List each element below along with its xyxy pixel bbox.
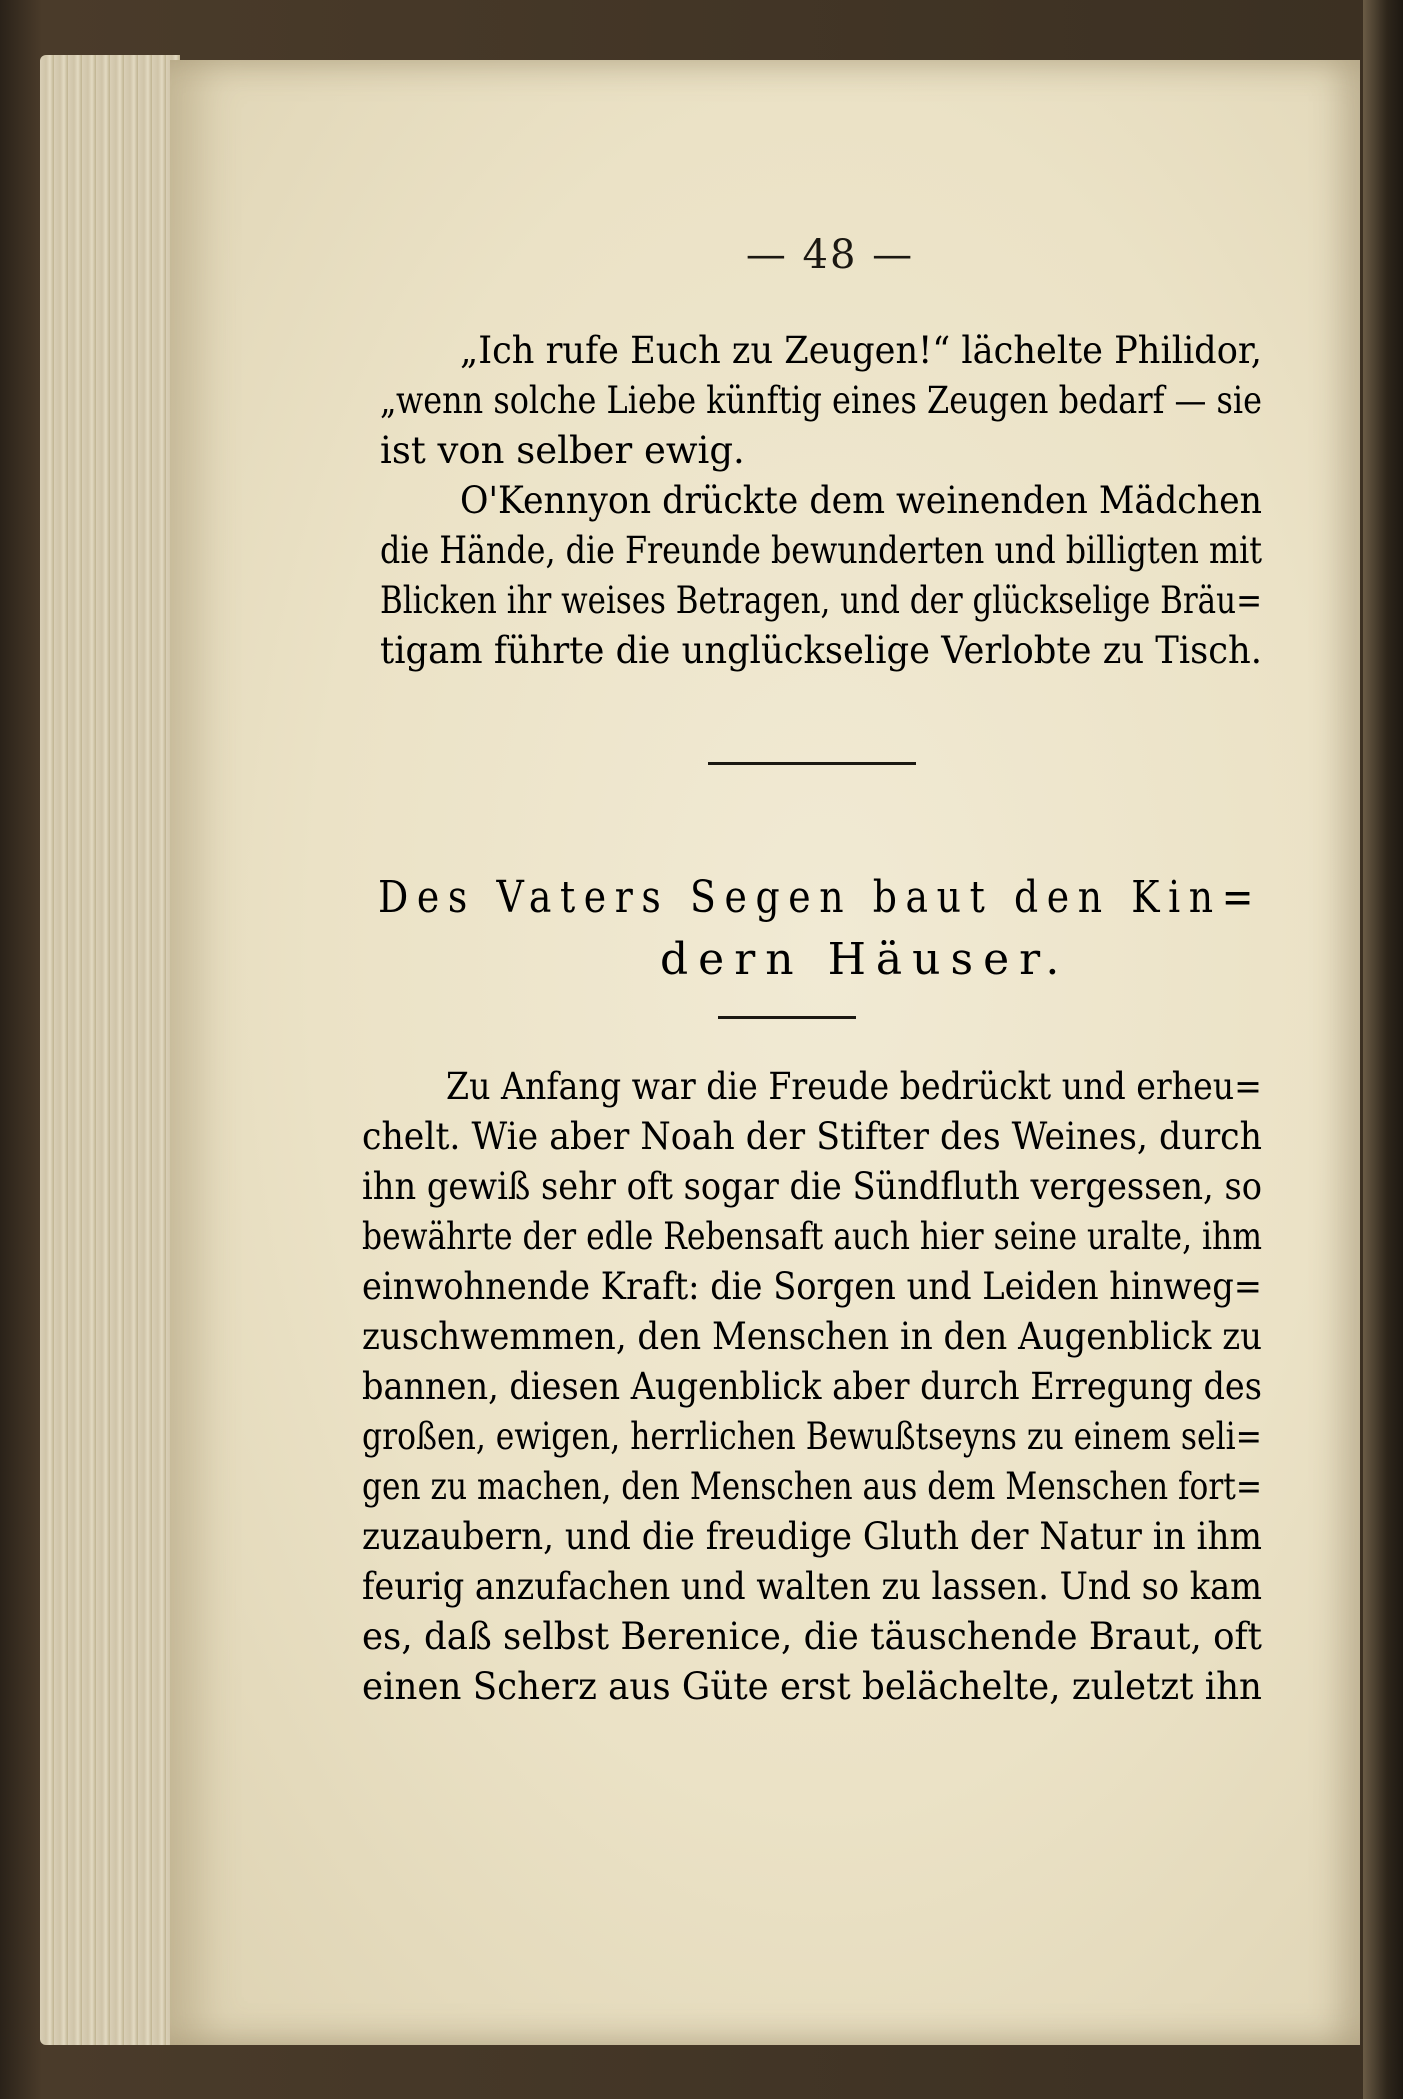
paragraph-1-line-1: „Ich rufe Euch zu Zeugen!“ lächelte Philidor,: [460, 329, 1262, 372]
chapter-heading-line-2: dern Häuser.: [660, 934, 1070, 985]
paragraph-3-line-1: Zu Anfang war die Freude bedrückt und erheu=: [446, 1065, 1262, 1108]
paragraph-3-line-7: bannen, diesen Augenblick aber durch Erregung des: [362, 1365, 1262, 1408]
paragraph-3-line-8: großen, ewigen, herrlichen Bewußtseyns zu einem seli=: [362, 1415, 1262, 1458]
paragraph-2-line-2: die Hände, die Freunde bewunderten und billigten mit: [380, 529, 1262, 572]
paragraph-3-line-2: chelt. Wie aber Noah der Stifter des Weines, durch: [362, 1115, 1262, 1158]
paragraph-1-line-2: „wenn solche Liebe künftig eines Zeugen bedarf — sie: [380, 379, 1262, 422]
section-divider-bottom: [718, 1016, 856, 1019]
paragraph-3-line-11: feurig anzufachen und walten zu lassen. Und so kam: [362, 1565, 1262, 1608]
paragraph-3-line-12: es, daß selbst Berenice, die täuschende Braut, oft: [362, 1615, 1262, 1658]
chapter-heading-line-1: Des Vaters Segen baut den Kin=: [378, 872, 1262, 923]
paragraph-3-line-13: einen Scherz aus Güte erst belächelte, zuletzt ihn: [362, 1665, 1262, 1708]
page-edges: [40, 55, 180, 2045]
paragraph-3-line-6: zuschwemmen, den Menschen in den Augenblick zu: [362, 1315, 1262, 1358]
paragraph-3-line-4: bewährte der edle Rebensaft auch hier seine uralte, ihm: [362, 1215, 1262, 1258]
paragraph-3-line-3: ihn gewiß sehr oft sogar die Sündfluth vergessen, so: [362, 1165, 1262, 1208]
paragraph-2-line-1: O'Kennyon drückte dem weinenden Mädchen: [460, 479, 1262, 522]
paragraph-1-line-3: ist von selber ewig.: [380, 429, 745, 472]
paragraph-3-line-9: gen zu machen, den Menschen aus dem Menschen fort=: [362, 1465, 1262, 1508]
book-spine-edge: [1363, 0, 1403, 2099]
paragraph-3-line-5: einwohnende Kraft: die Sorgen und Leiden hinweg=: [362, 1265, 1262, 1308]
paragraph-3-line-10: zuzaubern, und die freudige Gluth der Natur in ihm: [362, 1515, 1262, 1558]
paragraph-2-line-4: tigam führte die unglückselige Verlobte zu Tisch.: [380, 629, 1262, 672]
page-number: — 48 —: [745, 232, 915, 278]
section-divider-top: [708, 762, 916, 765]
paragraph-2-line-3: Blicken ihr weises Betragen, und der glückselige Bräu=: [380, 579, 1262, 622]
